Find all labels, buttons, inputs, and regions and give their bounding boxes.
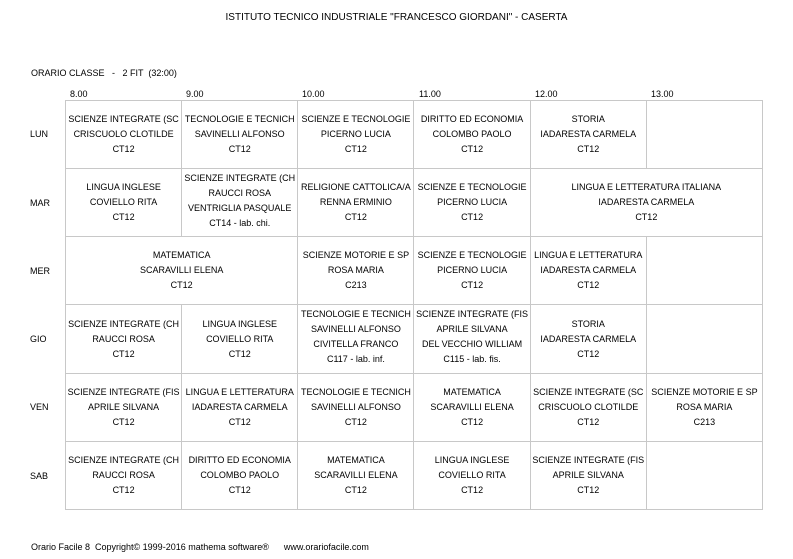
lesson-subject: SCIENZE E TECNOLOGIE [301, 114, 411, 125]
lesson-subject: STORIA [571, 318, 605, 329]
lesson-detail: CRISCUOLO CLOTILDE [73, 129, 174, 140]
lesson-subject: SCIENZE E TECNOLOGIE [417, 250, 527, 261]
lesson-cell [182, 305, 298, 373]
lesson-cell [66, 101, 182, 169]
lesson-detail: PICERNO LUCIA [437, 197, 508, 208]
lesson-subject: SCIENZE INTEGRATE (FIS [532, 454, 645, 465]
lesson-detail: IADARESTA CARMELA [540, 333, 637, 344]
lesson-detail: DEL VECCHIO WILLIAM [421, 339, 523, 350]
lesson-detail: SAVINELLI ALFONSO [194, 129, 285, 140]
hour-label: 12.00 [535, 89, 558, 99]
lesson-detail: CT12 [228, 416, 251, 427]
lesson-subject: TECNOLOGIE E TECNICH [184, 114, 295, 125]
lesson-cell [182, 374, 298, 442]
lesson-cell [66, 442, 182, 510]
lesson-cell [298, 442, 414, 510]
lesson-detail: IADARESTA CARMELA [540, 265, 637, 276]
lesson-detail: SAVINELLI ALFONSO [310, 324, 401, 335]
lesson-cell [647, 237, 763, 305]
lesson-subject: SCIENZE MOTORIE E SP [302, 250, 410, 261]
lesson-detail: CT12 [228, 484, 251, 495]
lesson-subject: SCIENZE E TECNOLOGIE [417, 182, 527, 193]
lesson-detail: CT12 [112, 144, 135, 155]
footer-copyright: Orario Facile 8 Copyright© 1999-2016 mathema software® www.orariofacile.com [31, 542, 369, 552]
lesson-detail: COLOMBO PAOLO [200, 469, 280, 480]
lesson-detail: RAUCCI ROSA [208, 188, 271, 199]
lesson-cell [531, 169, 763, 237]
lesson-detail: IADARESTA CARMELA [540, 129, 637, 140]
lesson-detail: APRILE SILVANA [436, 324, 508, 335]
lesson-detail: C117 - lab. inf. [326, 354, 385, 365]
lesson-detail: RAUCCI ROSA [92, 333, 155, 344]
lesson-cell [298, 237, 414, 305]
lesson-detail: CT12 [344, 144, 367, 155]
lesson-cell [647, 101, 763, 169]
lesson-detail: CT12 [461, 484, 484, 495]
lesson-detail: CT12 [228, 348, 251, 359]
lesson-detail: ROSA MARIA [676, 401, 733, 412]
lesson-detail: SCARAVILLI ELENA [430, 401, 514, 412]
lesson-detail: PICERNO LUCIA [437, 265, 508, 276]
day-label: SAB [30, 471, 49, 481]
school-title: ISTITUTO TECNICO INDUSTRIALE "FRANCESCO GIORDANI" - CASERTA [225, 12, 568, 23]
lesson-detail: PICERNO LUCIA [320, 129, 391, 140]
lesson-detail: VENTRIGLIA PASQUALE [188, 203, 292, 214]
lesson-cell [531, 442, 647, 510]
hour-label: 11.00 [419, 89, 441, 99]
lesson-subject: RELIGIONE CATTOLICA/A [301, 182, 411, 193]
lesson-subject: MATEMATICA [327, 454, 385, 465]
lesson-subject: LINGUA INGLESE [434, 454, 510, 465]
lesson-detail: ROSA MARIA [327, 265, 384, 276]
lesson-subject: SCIENZE INTEGRATE (SC [68, 114, 179, 125]
lesson-detail: CT12 [112, 484, 135, 495]
lesson-subject: SCIENZE MOTORIE E SP [651, 386, 758, 397]
lesson-subject: SCIENZE INTEGRATE (FIS [67, 386, 180, 397]
lesson-detail: CT12 [461, 144, 484, 155]
lesson-cell [647, 305, 763, 373]
lesson-detail: SCARAVILLI ELENA [314, 469, 398, 480]
lesson-detail: COLOMBO PAOLO [432, 129, 512, 140]
lesson-detail: COVIELLO RITA [206, 333, 274, 344]
lesson-detail: CT12 [577, 416, 600, 427]
lesson-subject: TECNOLOGIE E TECNICH [300, 386, 411, 397]
lesson-detail: CT12 [112, 416, 135, 427]
lesson-detail: CT14 - lab. chi. [209, 218, 271, 229]
lesson-cell [531, 374, 647, 442]
lesson-detail: IADARESTA CARMELA [191, 401, 288, 412]
lesson-subject: SCIENZE INTEGRATE (CH [68, 454, 179, 465]
lesson-cell [66, 169, 182, 237]
day-label: VEN [30, 402, 49, 412]
lesson-cell [414, 169, 530, 237]
lesson-detail: CT12 [112, 212, 135, 223]
lesson-detail: CT12 [577, 144, 600, 155]
lesson-cell [182, 169, 298, 237]
lesson-cell [414, 305, 530, 373]
day-label: MAR [30, 198, 50, 208]
lesson-subject: DIRITTO ED ECONOMIA [420, 114, 524, 125]
lesson-cell [182, 442, 298, 510]
lesson-detail: CT12 [170, 280, 193, 291]
lesson-detail: RENNA ERMINIO [319, 197, 392, 208]
lesson-detail: APRILE SILVANA [87, 401, 160, 412]
lesson-cell [647, 374, 763, 442]
lesson-subject: LINGUA INGLESE [86, 182, 161, 193]
lesson-cell [647, 442, 763, 510]
timetable-grid [65, 100, 763, 510]
hour-label: 13.00 [651, 89, 674, 99]
lesson-cell [66, 374, 182, 442]
lesson-subject: MATEMATICA [443, 386, 501, 397]
lesson-cell [298, 101, 414, 169]
lesson-detail: CRISCUOLO CLOTILDE [538, 401, 639, 412]
lesson-subject: LINGUA INGLESE [202, 318, 277, 329]
lesson-detail: CT12 [461, 416, 484, 427]
lesson-cell [298, 305, 414, 373]
lesson-detail: COVIELLO RITA [89, 197, 158, 208]
lesson-detail: IADARESTA CARMELA [598, 197, 695, 208]
lesson-detail: COVIELLO RITA [438, 469, 506, 480]
lesson-subject: DIRITTO ED ECONOMIA [188, 454, 291, 465]
lesson-detail: CT12 [228, 144, 251, 155]
lesson-cell [414, 237, 530, 305]
lesson-detail: CT12 [577, 348, 600, 359]
lesson-subject: SCIENZE INTEGRATE (SC [533, 386, 644, 397]
lesson-cell [298, 169, 414, 237]
lesson-detail: CT12 [461, 280, 484, 291]
lesson-cell [182, 101, 298, 169]
lesson-cell [414, 442, 530, 510]
lesson-detail: CT12 [344, 416, 367, 427]
lesson-detail: CT12 [344, 484, 367, 495]
lesson-subject: SCIENZE INTEGRATE (CH [184, 173, 296, 184]
lesson-detail: CT12 [577, 484, 600, 495]
lesson-detail: CT12 [112, 348, 135, 359]
lesson-detail: CT12 [461, 212, 484, 223]
lesson-subject: TECNOLOGIE E TECNICH [300, 309, 411, 320]
lesson-subject: SCIENZE INTEGRATE (FIS [416, 309, 528, 320]
lesson-detail: C115 - lab. fis. [443, 354, 501, 365]
day-label: MER [30, 266, 50, 276]
lesson-detail: SAVINELLI ALFONSO [310, 401, 401, 412]
hour-label: 9.00 [186, 89, 204, 99]
lesson-cell [414, 101, 530, 169]
hour-label: 8.00 [70, 89, 88, 99]
lesson-detail: C213 [693, 416, 716, 427]
lesson-detail: CT12 [577, 280, 600, 291]
lesson-cell [414, 374, 530, 442]
lesson-cell [531, 237, 647, 305]
lesson-cell [66, 305, 182, 373]
lesson-detail: C213 [345, 280, 367, 291]
lesson-subject: SCIENZE INTEGRATE (CH [68, 318, 179, 329]
lesson-cell [298, 374, 414, 442]
hour-label: 10.00 [302, 89, 325, 99]
lesson-detail: CIVITELLA FRANCO [313, 339, 399, 350]
lesson-detail: APRILE SILVANA [552, 469, 624, 480]
day-label: LUN [30, 129, 49, 139]
lesson-detail: RAUCCI ROSA [92, 469, 155, 480]
lesson-subject: LINGUA E LETTERATURA [534, 250, 643, 261]
lesson-detail: CT12 [635, 212, 658, 223]
lesson-subject: STORIA [571, 114, 605, 125]
class-title: ORARIO CLASSE - 2 FIT (32:00) [31, 68, 177, 78]
lesson-subject: LINGUA E LETTERATURA [185, 386, 294, 397]
lesson-cell [531, 305, 647, 373]
lesson-subject: LINGUA E LETTERATURA ITALIANA [571, 182, 722, 193]
lesson-subject: MATEMATICA [152, 250, 211, 261]
lesson-detail: CT12 [344, 212, 367, 223]
lesson-cell [531, 101, 647, 169]
day-label: GIO [30, 334, 47, 344]
lesson-cell [66, 237, 298, 305]
lesson-detail: SCARAVILLI ELENA [139, 265, 224, 276]
